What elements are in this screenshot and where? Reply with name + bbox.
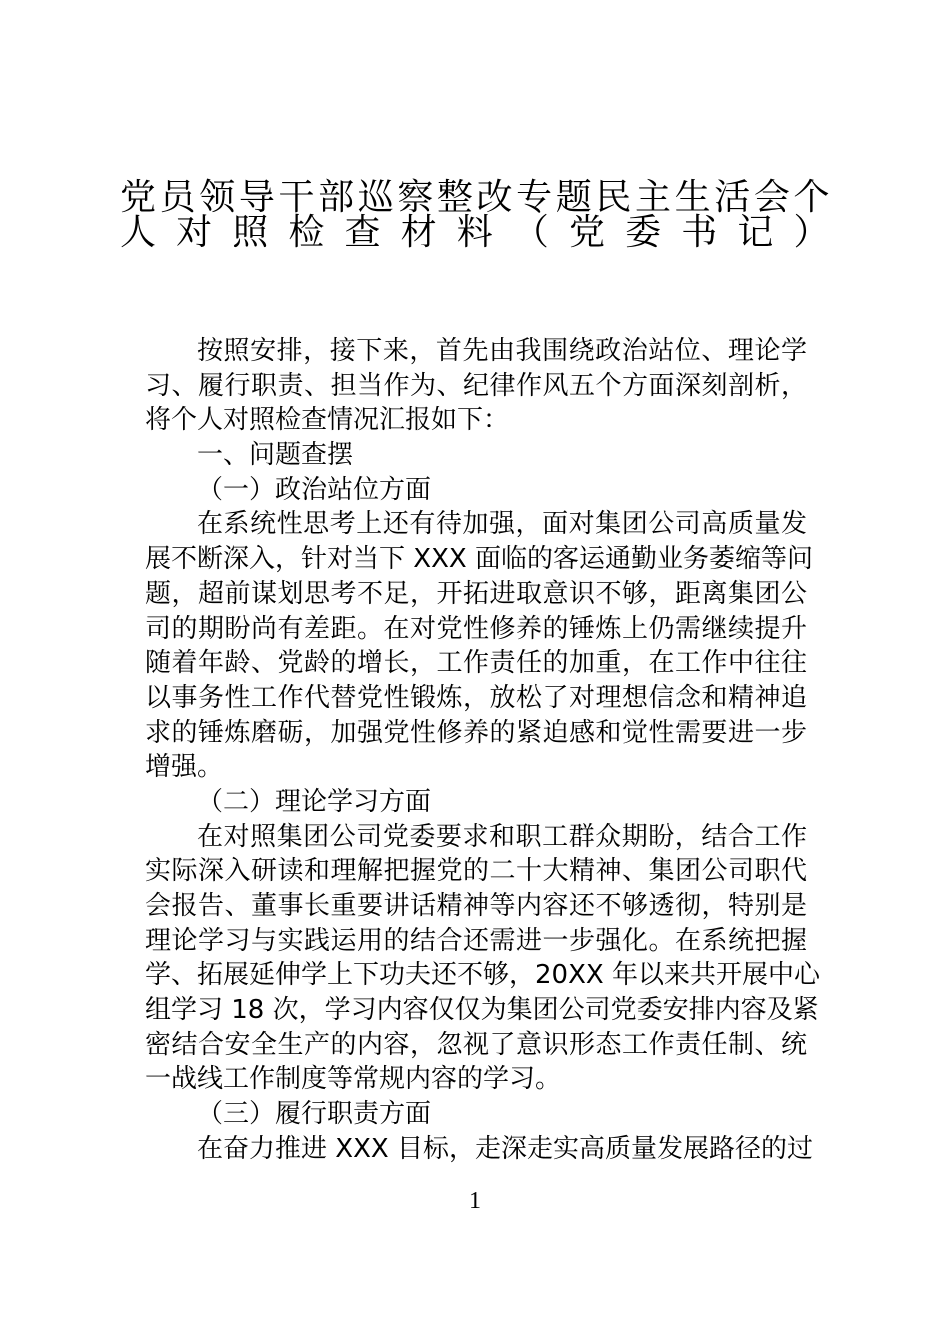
title-line-2: 人对照检查材料（党委书记） (120, 211, 830, 253)
body-line: （一）政治站位方面 (197, 474, 432, 505)
body-line: 在对照集团公司党委要求和职工群众期盼，结合工作 (197, 821, 807, 852)
document-title (120, 164, 830, 253)
body-line: 增强。 (145, 752, 224, 783)
body-line: 随着年龄、党龄的增长，工作责任的加重，在工作中往往 (145, 648, 807, 679)
body-line: 在奋力推进 XXX 目标，走深走实高质量发展路径的过 (197, 1133, 813, 1164)
body-line: 会报告、董事长重要讲话精神等内容还不够透彻，特别是 (145, 891, 807, 921)
body-line: 题，超前谋划思考不足，开拓进取意识不够，距离集团公 (145, 578, 807, 609)
body-line: 组学习 18 次，学习内容仅仅为集团公司党委安排内容及紧 (145, 995, 819, 1026)
body-line: 一战线工作制度等常规内容的学习。 (145, 1064, 562, 1095)
body-line: 密结合安全生产的内容，忽视了意识形态工作责任制、统 (145, 1029, 807, 1060)
body-line: 展不断深入，针对当下 XXX 面临的客运通勤业务萎缩等问 (145, 544, 813, 575)
body-line: 一、问题查摆 (197, 440, 354, 471)
body-line: 将个人对照检查情况汇报如下： (145, 405, 510, 436)
body-line: 司的期盼尚有差距。在对党性修养的锤炼上仍需继续提升 (145, 613, 807, 644)
body-line: 习、履行职责、担当作为、纪律作风五个方面深刻剖析， (145, 370, 807, 401)
body-line: （二）理论学习方面 (197, 786, 432, 817)
page-number: 1 (469, 1188, 481, 1214)
body-line: 理论学习与实践运用的结合还需进一步强化。在系统把握 (145, 925, 807, 956)
body-line: 在系统性思考上还有待加强，面对集团公司高质量发 (197, 509, 807, 540)
body-line: 求的锤炼磨砺，加强党性修养的紧迫感和觉性需要进一步 (145, 717, 807, 748)
title-line-1: 党员领导干部巡察整改专题民主生活会个 (120, 177, 830, 218)
document-body (145, 334, 820, 1167)
body-line: 按照安排，接下来，首先由我围绕政治站位、理论学 (197, 336, 807, 366)
body-line: 学、拓展延伸学上下功夫还不够，20XX 年以来共开展中心 (145, 960, 820, 991)
body-line: 以事务性工作代替党性锻炼，放松了对理想信念和精神追 (145, 682, 807, 713)
body-line: 实际深入研读和理解把握党的二十大精神、集团公司职代 (145, 856, 807, 887)
body-line: （三）履行职责方面 (197, 1099, 432, 1130)
